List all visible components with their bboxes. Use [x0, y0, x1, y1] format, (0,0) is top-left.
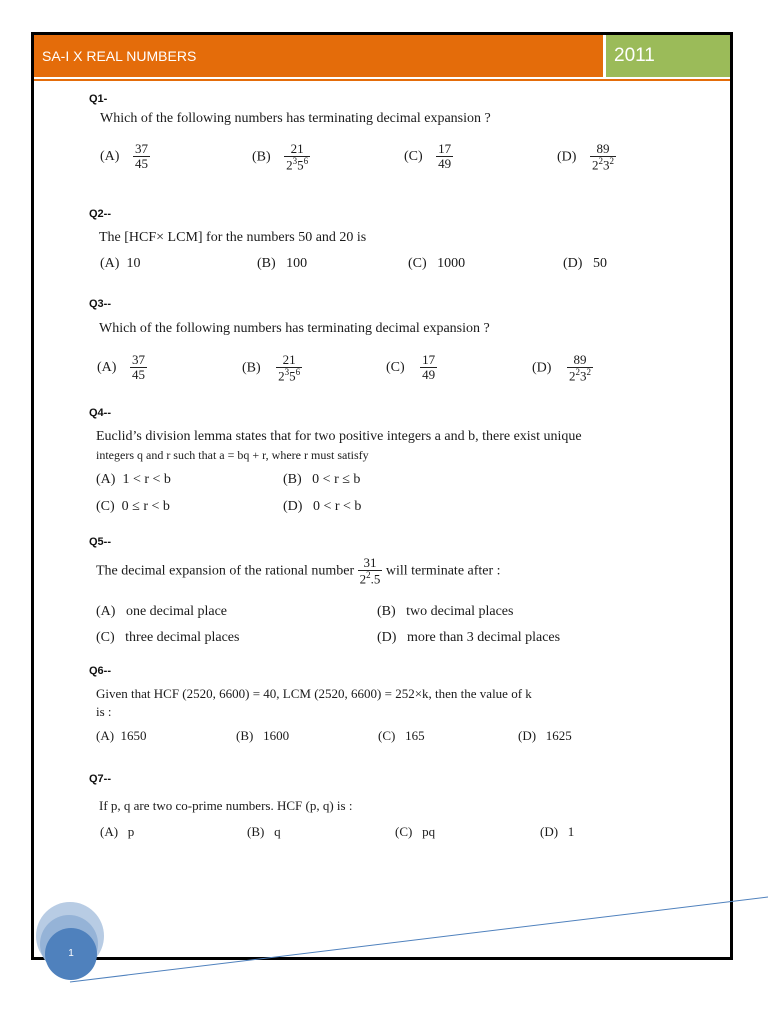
- option-value: 0 ≤ r < b: [121, 499, 170, 514]
- q2-option-a: (A) 10: [100, 256, 141, 271]
- option-value: 100: [286, 256, 308, 271]
- option-letter: (C): [386, 360, 405, 376]
- question-label-7: Q7--: [89, 773, 111, 785]
- q7-option-d: (D) 1: [540, 824, 575, 839]
- fraction-denominator: $2^35^6$: [278, 367, 301, 384]
- q6-option-d: (D) 1625: [518, 728, 572, 743]
- option-value: p: [127, 824, 135, 839]
- q4-option-a: (A) 1 < r < b: [96, 472, 171, 487]
- question-text-3: Which of the following numbers has terminating decimal expansion ?: [99, 321, 490, 336]
- q5-option-b: (B) two decimal places: [377, 604, 514, 619]
- option-value: three decimal places: [125, 630, 240, 645]
- question-text-7: If p, q are two co-prime numbers. HCF (p, q) is :: [99, 798, 353, 813]
- question-text-6-line1: Given that HCF (2520, 6600) = 40, LCM (2520, 6600) = 252×k, then the value of k: [96, 686, 532, 701]
- q4-option-b: (B) 0 < r ≤ b: [283, 472, 361, 487]
- question-text-1: Which of the following numbers has terminating decimal expansion ?: [100, 111, 491, 126]
- q2-option-b: (B) 100: [257, 256, 308, 271]
- fraction-numerator: 21: [290, 141, 304, 156]
- option-value: q: [274, 824, 281, 839]
- question-label-4: Q4--: [89, 407, 111, 419]
- fraction-numerator: 21: [282, 352, 296, 367]
- option-value: two decimal places: [406, 604, 514, 619]
- question-text-5: The decimal expansion of the rational number $\frac{31}{2^2.5}$ will terminate after :: [96, 555, 501, 587]
- fraction-denominator: $2^23^2$: [568, 367, 591, 384]
- question-text-4-line1: Euclid’s division lemma states that for two positive integers a and b, there exist unique: [96, 429, 582, 444]
- q7-option-a: (A) p: [100, 824, 135, 839]
- option-value: 0 < r ≤ b: [312, 472, 361, 487]
- q2-option-c: (C) 1000: [408, 256, 466, 271]
- fraction-denominator: 49: [422, 367, 436, 383]
- option-value: 0 < r < b: [312, 499, 362, 514]
- q2-option-d: (D) 50: [563, 256, 607, 271]
- option-value: more than 3 decimal places: [406, 630, 561, 645]
- option-value: 1: [567, 824, 575, 839]
- option-value: 50: [592, 256, 607, 271]
- fraction-numerator: 17: [422, 352, 436, 367]
- fraction-denominator: $2^23^2$: [591, 156, 614, 173]
- option-value: pq: [422, 824, 436, 839]
- option-value: 1600: [263, 728, 290, 743]
- header-title: SA-I X REAL NUMBERS: [34, 35, 603, 77]
- question-label-5: Q5--: [89, 536, 111, 548]
- q5-option-c: (C) three decimal places: [96, 630, 240, 645]
- q6-option-b: (B) 1600: [236, 728, 290, 743]
- option-value: one decimal place: [125, 604, 227, 619]
- option-value: 1650: [120, 728, 147, 743]
- fraction-denominator: 45: [134, 156, 148, 172]
- option-letter: (A): [100, 149, 120, 165]
- fraction-numerator: 89: [573, 352, 587, 367]
- q4-option-d: (D) 0 < r < b: [283, 499, 362, 514]
- option-letter: (A): [97, 360, 117, 376]
- option-value: 1000: [437, 256, 466, 271]
- question-text-2: The [HCF× LCM] for the numbers 50 and 20 is: [99, 230, 367, 245]
- q7-option-c: (C) pq: [395, 824, 436, 839]
- fraction-denominator: $2^35^6$: [286, 156, 309, 173]
- header-year: 2011: [606, 35, 730, 77]
- q5-fraction: $\frac{31}{2^2.5}$: [359, 555, 381, 587]
- option-letter: (C): [404, 149, 423, 165]
- fraction-denominator: 45: [131, 367, 145, 383]
- option-value: 165: [405, 728, 425, 743]
- question-label-1: Q1-: [89, 93, 108, 105]
- fraction-numerator: 17: [438, 141, 452, 156]
- question-text-6-line2: is :: [96, 704, 112, 719]
- fraction-numerator: 37: [131, 352, 145, 367]
- fraction-numerator: 37: [134, 141, 148, 156]
- question-label-3: Q3--: [89, 298, 111, 310]
- option-letter: (B): [252, 149, 271, 165]
- q5-option-a: (A) one decimal place: [96, 604, 227, 619]
- question-label-6: Q6--: [89, 665, 111, 677]
- option-value: 1625: [545, 728, 572, 743]
- q7-option-b: (B) q: [247, 824, 281, 839]
- q6-option-c: (C) 165: [378, 728, 425, 743]
- q5-option-d: (D) more than 3 decimal places: [377, 630, 561, 645]
- page-number: 1: [45, 928, 97, 980]
- option-letter: (D): [532, 360, 552, 376]
- fraction-numerator: 89: [596, 141, 610, 156]
- option-value: 1 < r < b: [122, 472, 171, 487]
- q6-option-a: (A) 1650: [96, 728, 147, 743]
- q4-option-c: (C) 0 ≤ r < b: [96, 499, 170, 514]
- option-letter: (B): [242, 360, 261, 376]
- fraction-denominator: 49: [438, 156, 452, 172]
- option-letter: (D): [557, 149, 577, 165]
- question-text-4-line2: integers q and r such that a = bq + r, where r must satisfy: [96, 448, 369, 462]
- question-label-2: Q2--: [89, 208, 111, 220]
- option-value: 10: [126, 256, 141, 271]
